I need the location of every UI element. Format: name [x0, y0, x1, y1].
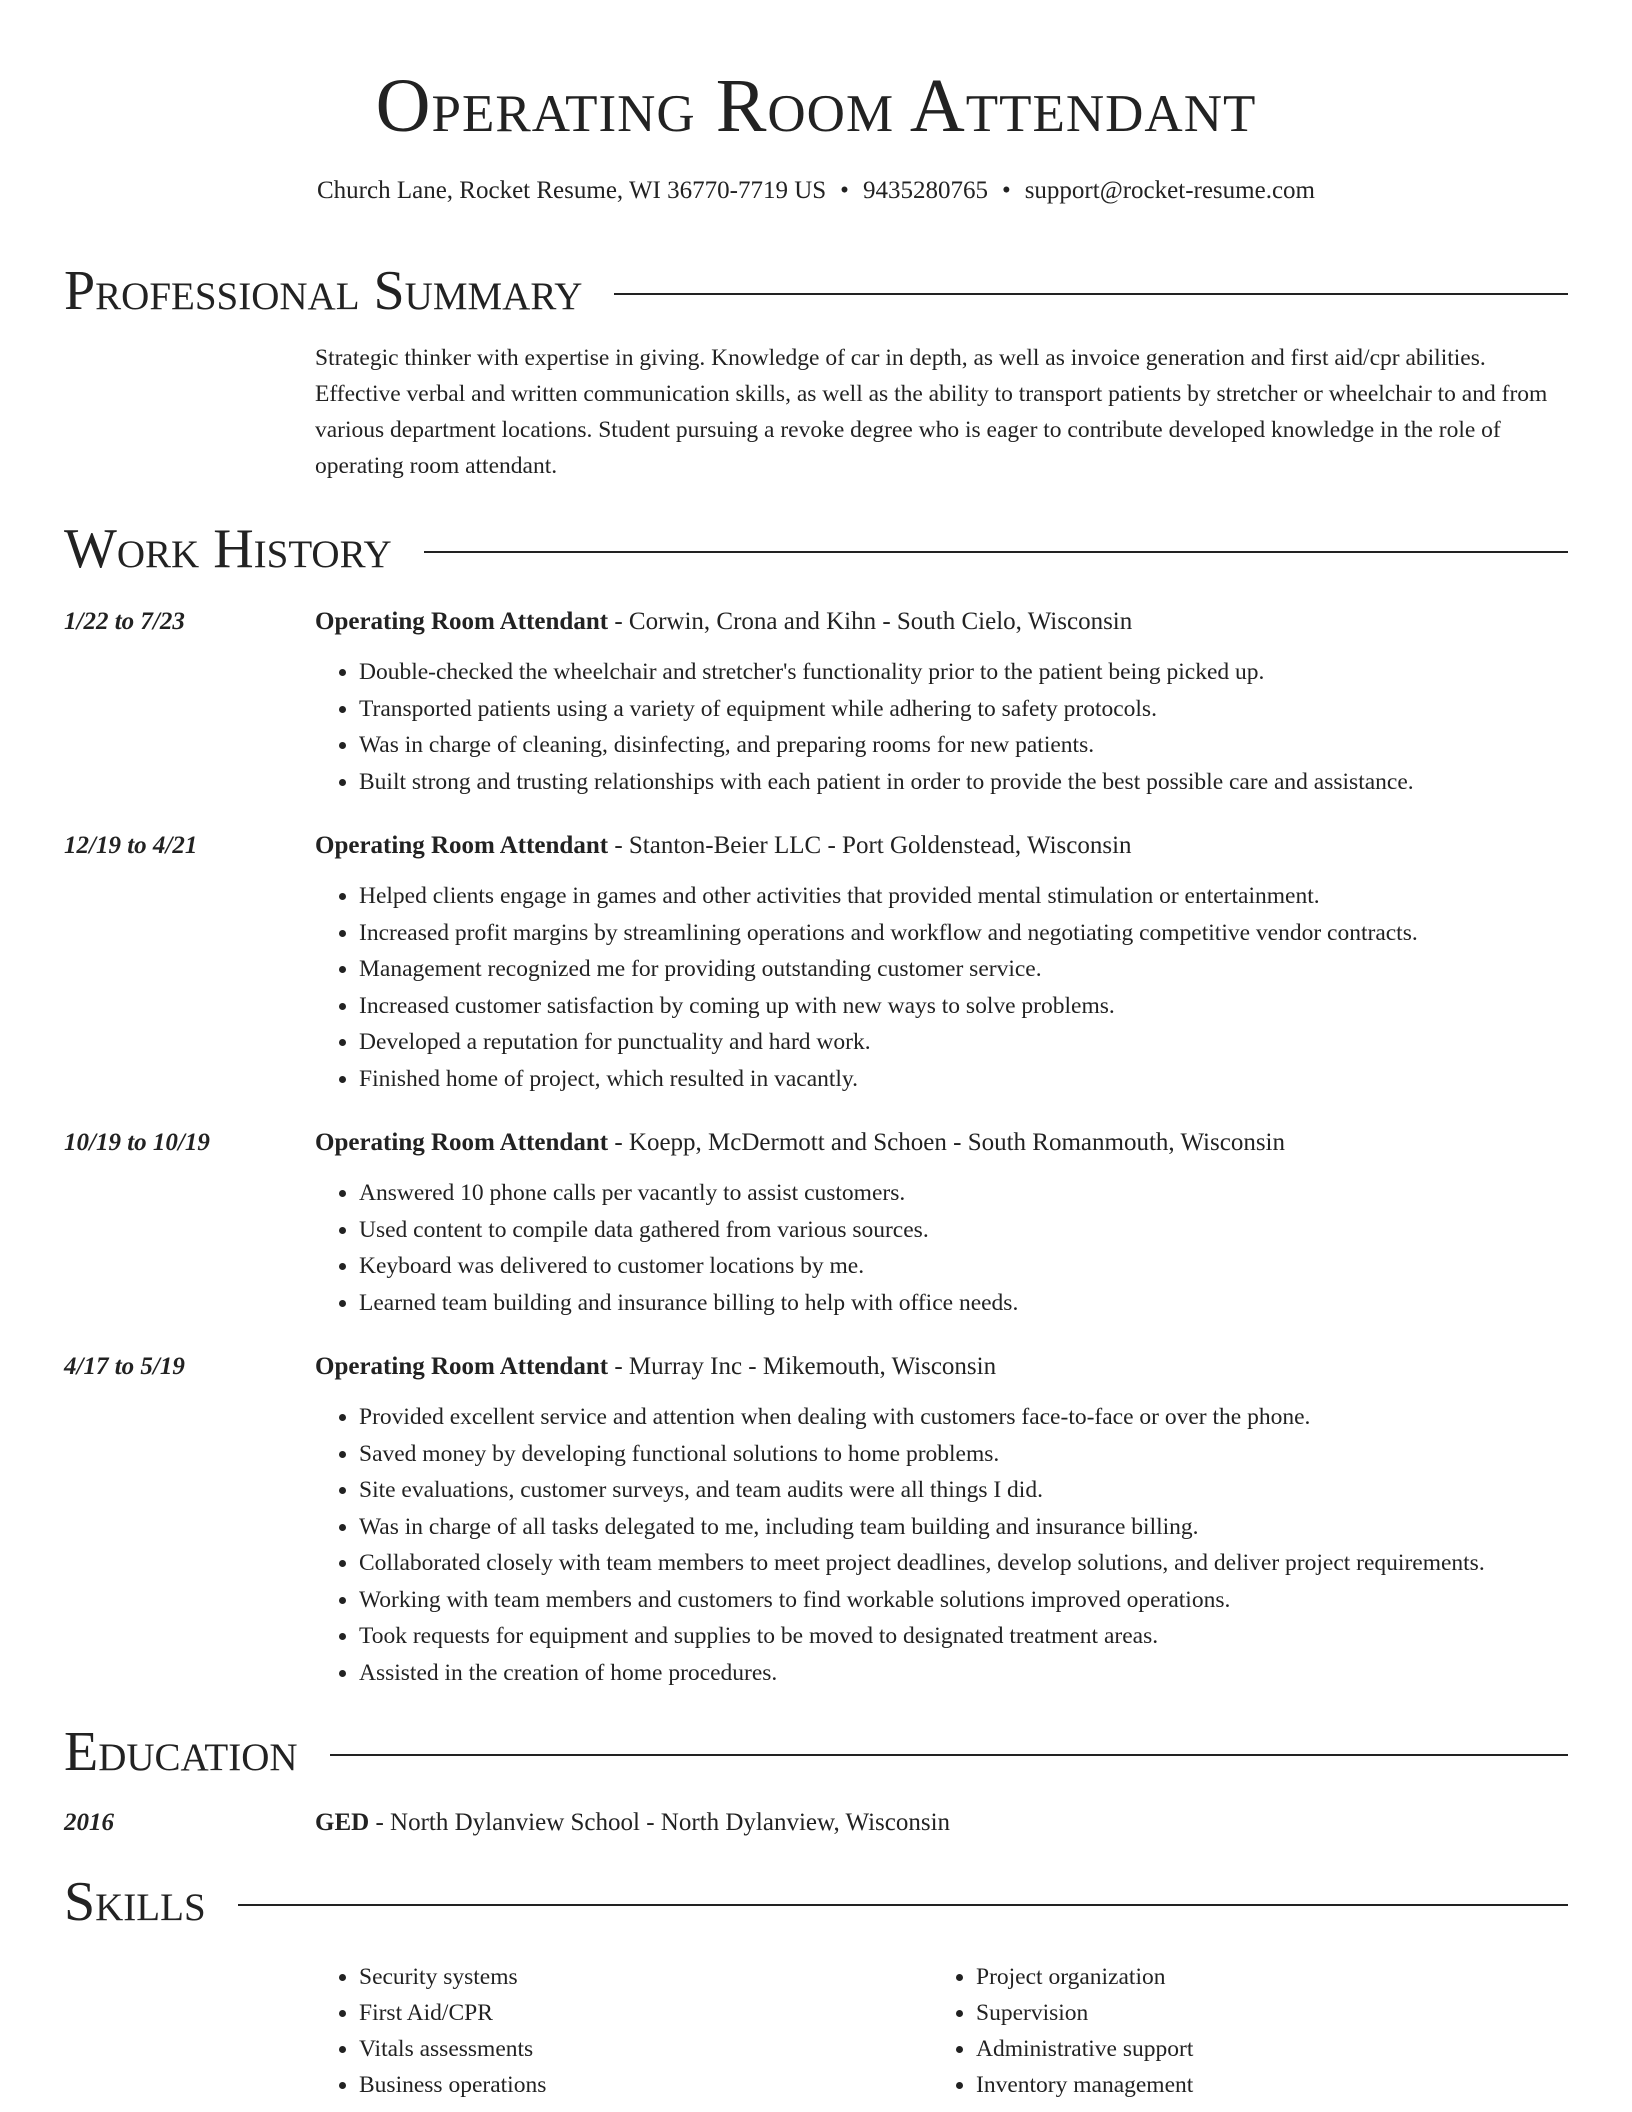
job-details: - Stanton-Beier LLC - Port Goldenstead, Wisconsin: [608, 832, 1132, 859]
skills-columns: [315, 1959, 1568, 2103]
contact-address: Church Lane, Rocket Resume, WI 36770-7719 US: [317, 177, 827, 204]
education-section-header: [64, 1717, 1568, 1787]
list-item: • Answered 10 phone calls per vacantly to assist customers.: [359, 1175, 1568, 1212]
education-title: Education: [64, 1721, 298, 1783]
list-item: • Saved money by developing functional solutions to home problems.: [359, 1436, 1568, 1473]
contact-line: [64, 174, 1568, 208]
skill-item: • Vitals assessments: [359, 2031, 932, 2067]
contact-phone: 9435280765: [862, 177, 988, 204]
section-divider: [330, 1754, 1568, 1756]
contact-separator: •: [1001, 177, 1011, 204]
skill-item: • Business operations: [359, 2067, 932, 2103]
skills-title: Skills: [64, 1871, 206, 1933]
job-entry: [64, 604, 1568, 800]
list-item: • Transported patients using a variety of equipment while adhering to safety protocols.: [359, 691, 1568, 728]
job-entry: [64, 1349, 1568, 1691]
contact-email: support@rocket-resume.com: [1024, 177, 1315, 204]
job-bullets: [315, 1175, 1568, 1321]
summary-section-header: [64, 256, 1568, 326]
job-entry: [64, 1125, 1568, 1321]
section-divider: [614, 293, 1568, 295]
job-bullets: [315, 878, 1568, 1097]
candidate-name: Operating Room Attendant: [375, 64, 1257, 148]
skill-item: • Supervision: [976, 1995, 1549, 2031]
list-item: • Helped clients engage in games and other activities that provided mental stimulation or entertainment.: [359, 878, 1568, 915]
list-item: • Management recognized me for providing outstanding customer service.: [359, 951, 1568, 988]
skill-item: • Security systems: [359, 1959, 932, 1995]
list-item: • Developed a reputation for punctuality and hard work.: [359, 1024, 1568, 1061]
job-role: Operating Room Attendant: [315, 1129, 609, 1156]
list-item: • Keyboard was delivered to customer locations by me.: [359, 1248, 1568, 1285]
list-item: • Working with team members and customers to find workable solutions improved operations.: [359, 1582, 1568, 1619]
list-item: • Increased customer satisfaction by coming up with new ways to solve problems.: [359, 988, 1568, 1025]
list-item: • Took requests for equipment and supplies to be moved to designated treatment areas.: [359, 1618, 1568, 1655]
job-dates: 10/19 to 10/19: [64, 1129, 210, 1156]
education-details: - North Dylanview School - North Dylanview, Wisconsin: [369, 1809, 951, 1836]
job-entry: [64, 828, 1568, 1097]
job-body: [315, 1125, 1568, 1321]
job-role: Operating Room Attendant: [315, 1353, 609, 1380]
summary-text: Strategic thinker with expertise in giving. Knowledge of car in depth, as well as invoice generation and first aid/cpr abilities. Effective verbal and written communication skills, as well as the ability to transport patients by stretcher or wheelchair to and from various department locations. Student pursuing a revoke degree who is eager to contribute developed knowledge in the role of operating room attendant.: [315, 345, 1548, 479]
list-item: • Built strong and trusting relationships with each patient in order to provide the best possible care and assistance.: [359, 764, 1568, 801]
skill-item: • Administrative support: [976, 2031, 1549, 2067]
job-details: - Corwin, Crona and Kihn - South Cielo, Wisconsin: [608, 608, 1133, 635]
job-dates: 12/19 to 4/21: [64, 832, 198, 859]
contact-separator: •: [840, 177, 849, 204]
education-line: [315, 1805, 1568, 1841]
education-degree: GED: [315, 1809, 370, 1836]
list-item: • Was in charge of all tasks delegated to me, including team building and insurance billing.: [359, 1509, 1568, 1546]
job-details: - Koepp, McDermott and Schoen - South Romanmouth, Wisconsin: [608, 1129, 1285, 1156]
job-body: [315, 604, 1568, 800]
work-history-list: [64, 604, 1568, 1691]
education-entry: [64, 1805, 1568, 1841]
job-dates: 4/17 to 5/19: [64, 1353, 185, 1380]
skills-section-header: [64, 1867, 1568, 1937]
job-role: Operating Room Attendant: [315, 608, 609, 635]
job-role: Operating Room Attendant: [315, 832, 609, 859]
job-details: - Murray Inc - Mikemouth, Wisconsin: [608, 1353, 997, 1380]
list-item: • Provided excellent service and attention when dealing with customers face-to-face or over the phone.: [359, 1399, 1568, 1436]
resume-header: [64, 0, 1568, 208]
job-dates: 1/22 to 7/23: [64, 608, 185, 635]
section-divider: [424, 551, 1568, 553]
job-title-line: [315, 604, 1568, 640]
list-item: • Double-checked the wheelchair and stretcher's functionality prior to the patient being picked up.: [359, 654, 1568, 691]
skills-left-column: [315, 1959, 932, 2103]
job-title-line: [315, 1125, 1568, 1161]
skills-right-column: [932, 1959, 1549, 2103]
list-item: • Used content to compile data gathered from various sources.: [359, 1212, 1568, 1249]
list-item: • Learned team building and insurance billing to help with office needs.: [359, 1285, 1568, 1322]
job-title-line: [315, 1349, 1568, 1385]
job-body: [315, 828, 1568, 1097]
job-bullets: [315, 1399, 1568, 1691]
skill-item: • Project organization: [976, 1959, 1549, 1995]
job-bullets: [315, 654, 1568, 800]
education-year: 2016: [64, 1809, 114, 1836]
list-item: • Site evaluations, customer surveys, and team audits were all things I did.: [359, 1472, 1568, 1509]
summary-title: Professional Summary: [64, 260, 583, 322]
skill-item: • First Aid/CPR: [359, 1995, 932, 2031]
list-item: • Increased profit margins by streamlining operations and workflow and negotiating competitive vendor contracts.: [359, 915, 1568, 952]
list-item: • Collaborated closely with team members to meet project deadlines, develop solutions, and deliver project requirements.: [359, 1545, 1568, 1582]
section-divider: [238, 1904, 1568, 1906]
list-item: • Was in charge of cleaning, disinfecting, and preparing rooms for new patients.: [359, 727, 1568, 764]
list-item: • Assisted in the creation of home procedures.: [359, 1655, 1568, 1692]
job-title-line: [315, 828, 1568, 864]
work-title: Work History: [64, 518, 392, 580]
skill-item: • Inventory management: [976, 2067, 1549, 2103]
job-body: [315, 1349, 1568, 1691]
list-item: • Finished home of project, which resulted in vacantly.: [359, 1061, 1568, 1098]
work-section-header: [64, 514, 1568, 584]
